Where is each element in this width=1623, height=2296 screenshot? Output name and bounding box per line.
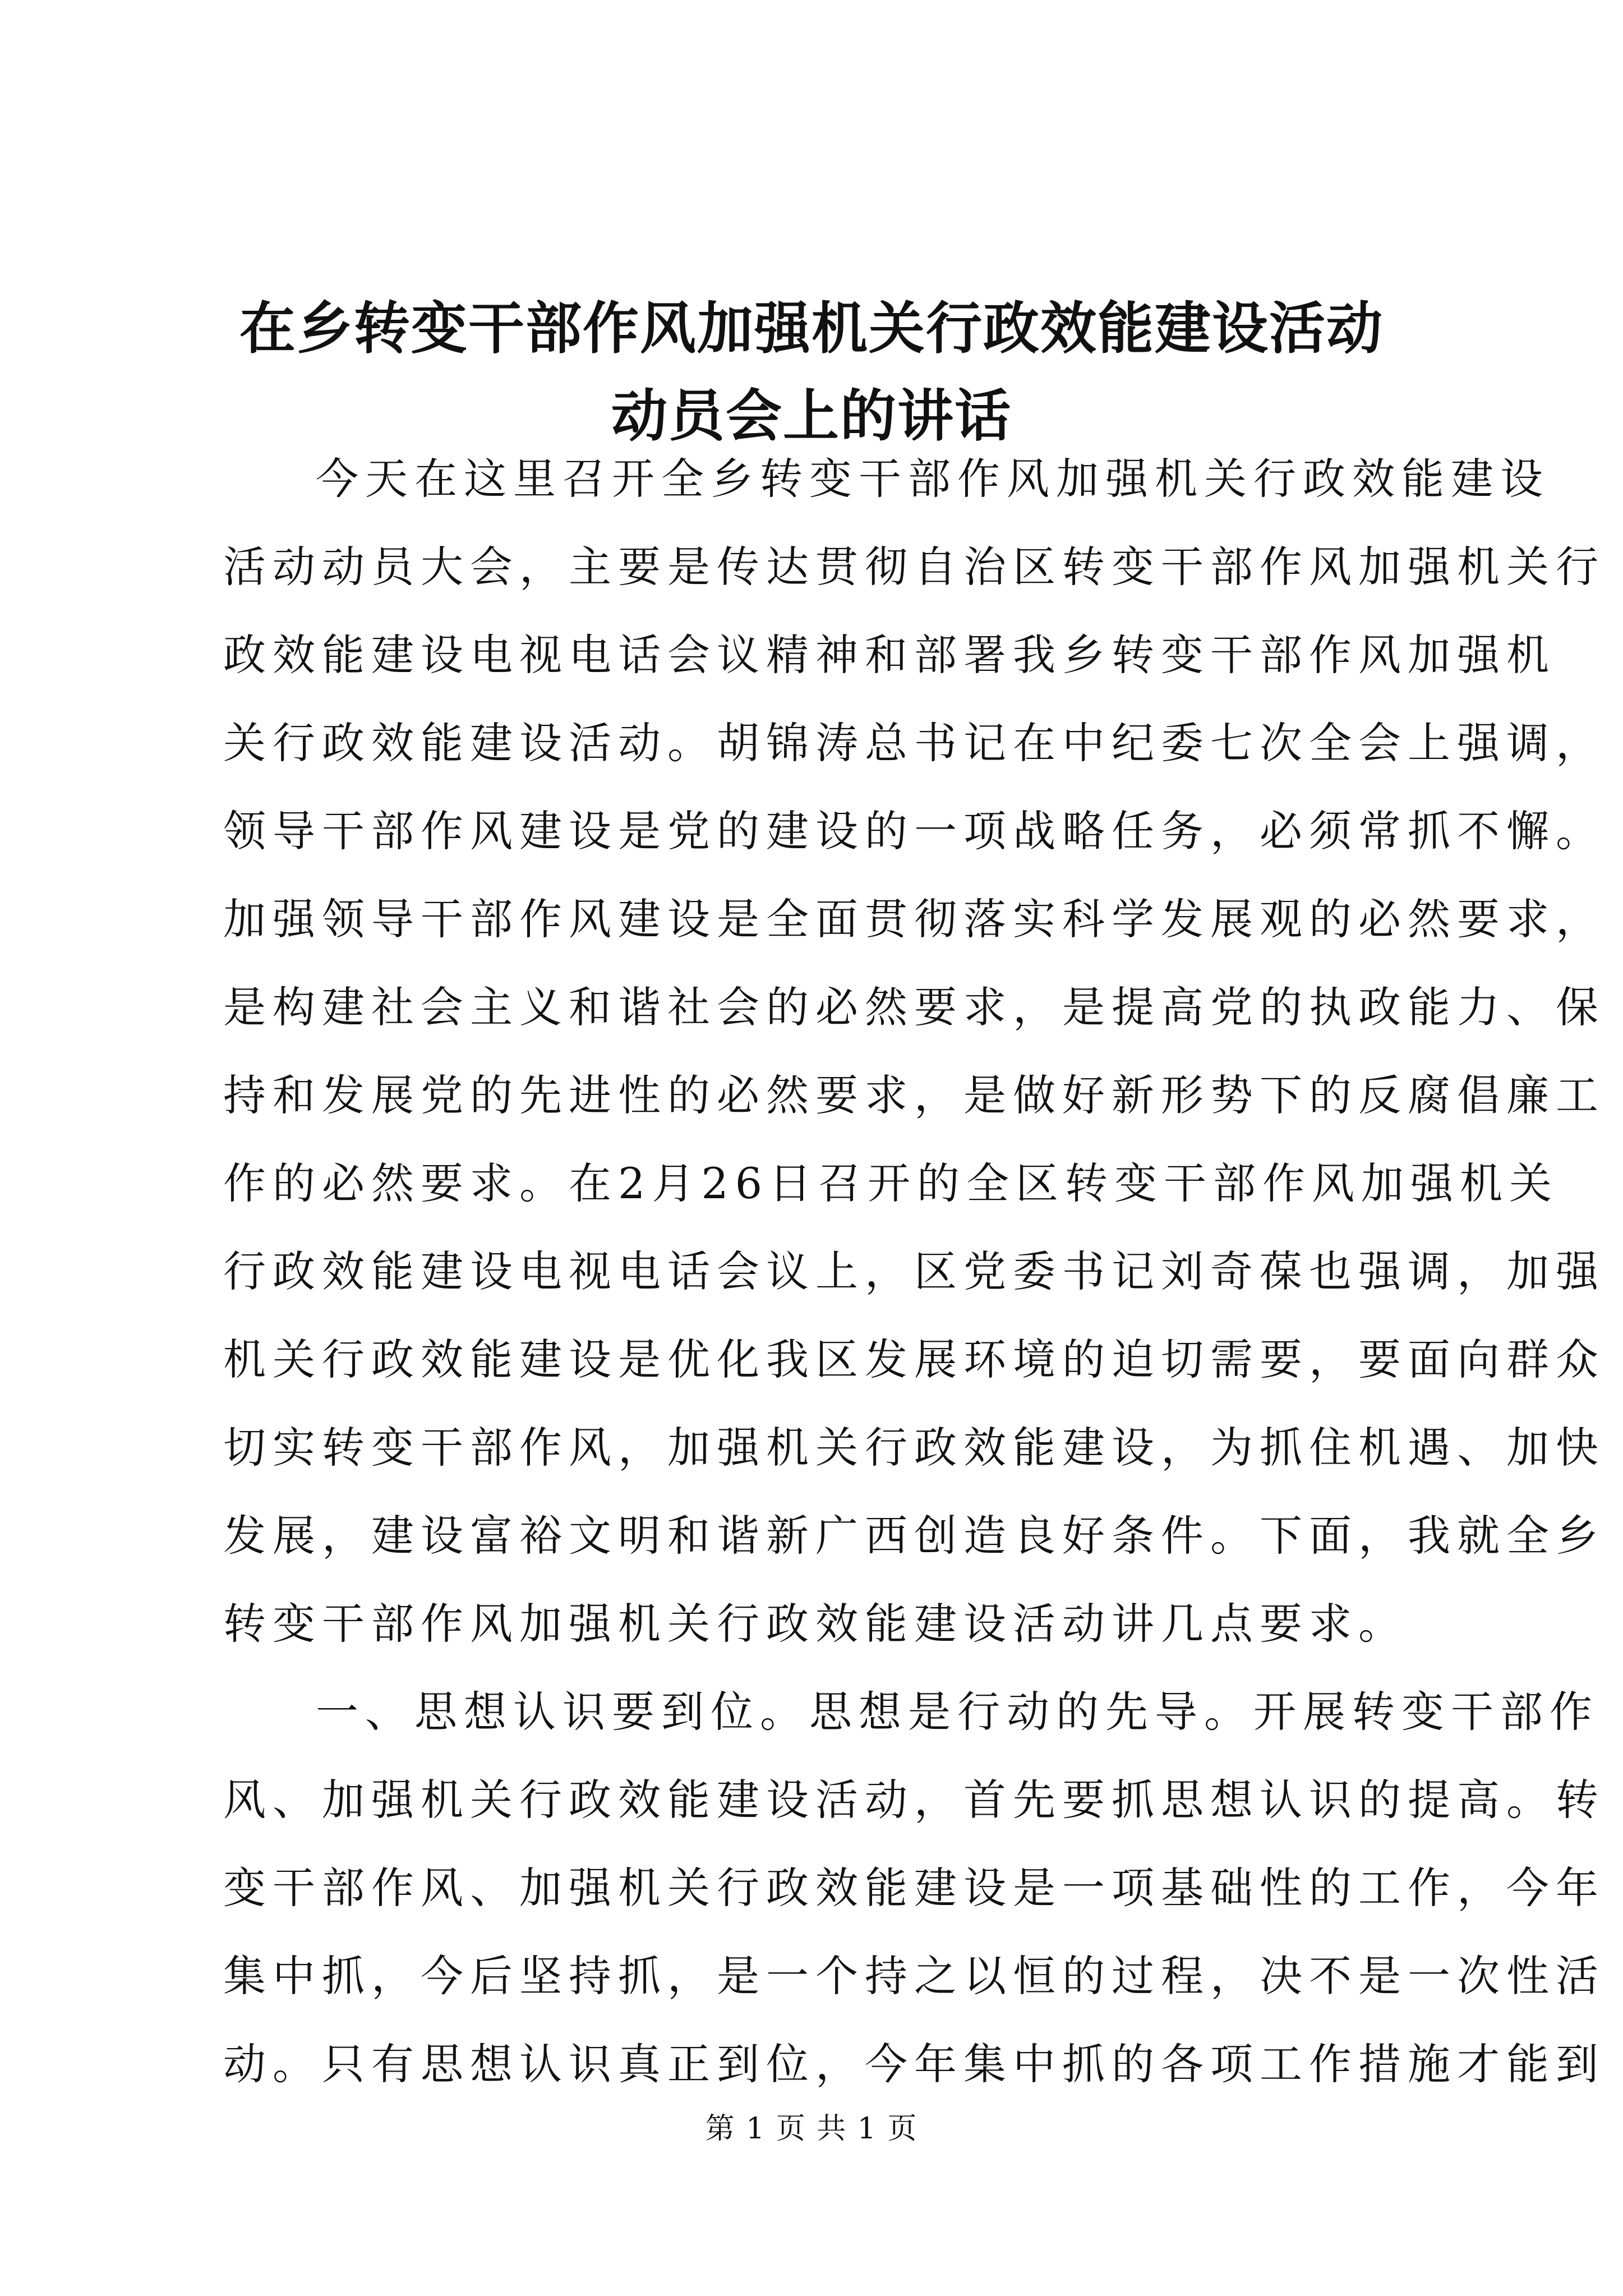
text-line: 动。只有思想认识真正到位，今年集中抓的各项工作措施才能到 <box>223 2039 1605 2089</box>
text-line: 风、加强机关行政效能建设活动，首先要抓思想认识的提高。转 <box>223 1775 1605 1825</box>
text-line: 领导干部作风建设是党的建设的一项战略任务，必须常抓不懈。 <box>223 806 1605 856</box>
text-line: 是构建社会主义和谐社会的必然要求，是提高党的执政能力、保 <box>223 982 1605 1032</box>
text-line: 集中抓，今后坚持抓，是一个持之以恒的过程，决不是一次性活 <box>223 1951 1605 2001</box>
text-line: 作的必然要求。在2月26日召开的全区转变干部作风加强机关 <box>223 1158 1559 1208</box>
text-line: 关行政效能建设活动。胡锦涛总书记在中纪委七次全会上强调， <box>223 718 1605 768</box>
text-line: 今天在这里召开全乡转变干部作风加强机关行政效能建设 <box>316 454 1550 504</box>
page-footer: 第 1 页 共 1 页 <box>705 2112 918 2146</box>
document-body <box>223 435 1605 2108</box>
text-line: 行政效能建设电视电话会议上，区党委书记刘奇葆也强调，加强 <box>223 1246 1605 1296</box>
text-line: 持和发展党的先进性的必然要求，是做好新形势下的反腐倡廉工 <box>223 1070 1605 1120</box>
text-line: 政效能建设电视电话会议精神和部署我乡转变干部作风加强机 <box>223 630 1556 680</box>
text-line: 机关行政效能建设是优化我区发展环境的迫切需要，要面向群众 <box>223 1335 1605 1384</box>
text-line: 活动动员大会，主要是传达贯彻自治区转变干部作风加强机关行 <box>223 542 1605 592</box>
paragraph-section-one <box>223 1668 1605 2108</box>
text-line: 加强领导干部作风建设是全面贯彻落实科学发展观的必然要求， <box>223 894 1605 944</box>
paragraph-intro <box>223 435 1605 1668</box>
text-line: 切实转变干部作风，加强机关行政效能建设，为抓住机遇、加快 <box>223 1423 1605 1473</box>
title-line-2: 动员会上的讲话 <box>611 383 1012 449</box>
text-line: 变干部作风、加强机关行政效能建设是一项基础性的工作，今年 <box>223 1863 1605 1913</box>
text-line: 转变干部作风加强机关行政效能建设活动讲几点要求。 <box>223 1599 1408 1649</box>
title-line-1: 在乡转变干部作风加强机关行政效能建设活动 <box>239 295 1384 361</box>
page-title <box>185 284 1438 459</box>
text-line: 发展，建设富裕文明和谐新广西创造良好条件。下面，我就全乡 <box>223 1511 1605 1561</box>
text-line: 一、思想认识要到位。思想是行动的先导。开展转变干部作 <box>316 1687 1599 1737</box>
